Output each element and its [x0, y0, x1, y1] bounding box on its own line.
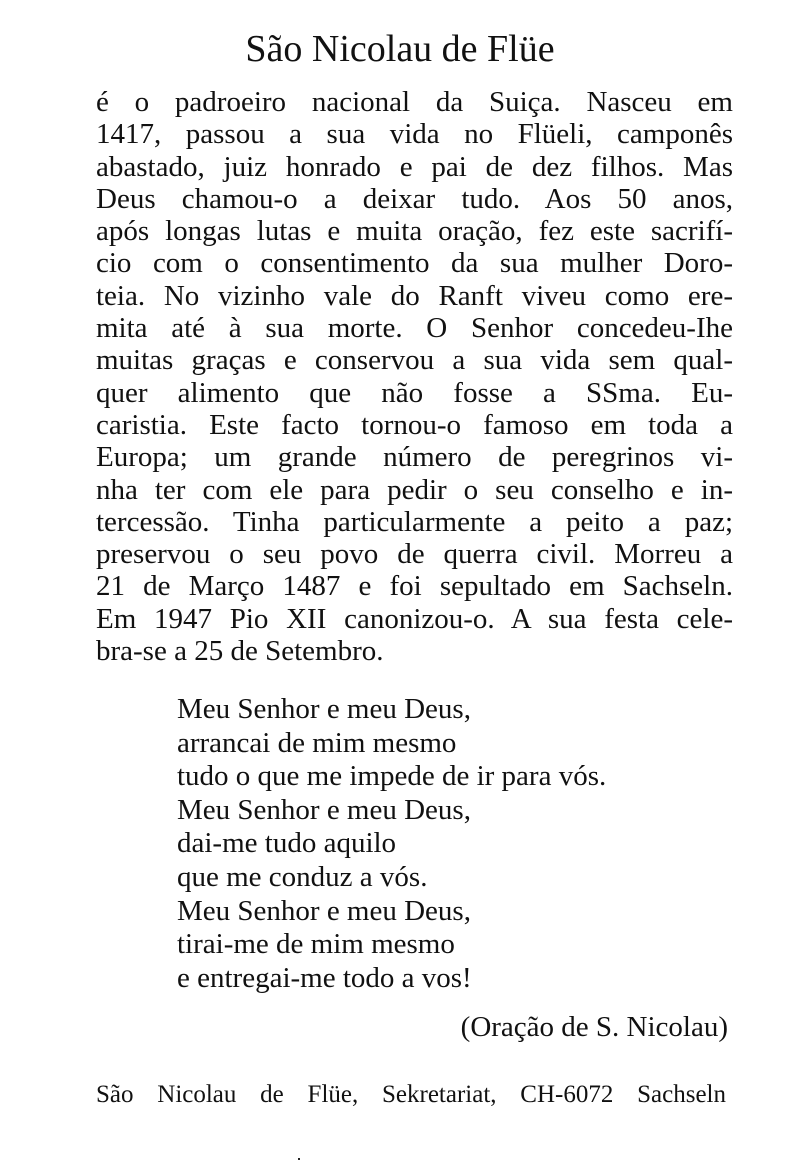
biography-line: bra-se a 25 de Setembro.: [96, 635, 384, 668]
biography-line: muitas graças e conservou a sua vida sem qual-: [96, 344, 733, 377]
prayer-line: tudo o que me impede de ir para vós.: [177, 760, 607, 793]
biography-line: tercessão. Tinha particularmente a peito a paz;: [96, 505, 733, 538]
biography-line: mita até à sua morte. O Senhor concedeu-Ihe: [96, 312, 733, 345]
prayer-line: tirai-me de mim mesmo: [177, 928, 455, 961]
prayer-line: e entregai-me todo a vos!: [177, 961, 472, 994]
biography-line: preservou o seu povo de querra civil. Morreu a: [96, 538, 733, 571]
biography-line: 1417, passou a sua vida no Flüeli, camponês: [96, 118, 733, 151]
page-title: São Nicolau de Flüe: [245, 28, 555, 70]
prayer-line: Meu Senhor e meu Deus,: [177, 693, 471, 725]
prayer-line: dai-me tudo aquilo: [177, 827, 397, 860]
prayer-text: [177, 693, 606, 995]
biography-line: cio com o consentimento da sua mulher Doro-: [96, 247, 733, 280]
biography-line: é o padroeiro nacional da Suiça. Nasceu em: [96, 86, 733, 118]
prayer-line: Meu Senhor e meu Deus,: [177, 894, 471, 927]
biography-line: teia. No vizinho vale do Ranft viveu como ere-: [96, 279, 733, 312]
biography-line: abastado, juiz honrado e pai de dez filhos. Mas: [96, 150, 733, 183]
biography-line: nha ter com ele para pedir o seu conselho e in-: [96, 473, 733, 506]
biography-line: Em 1947 Pio XII canonizou-o. A sua festa cele-: [96, 602, 733, 635]
biography-line: 21 de Março 1487 e foi sepultado em Sachseln.: [96, 570, 733, 603]
prayer-line: Meu Senhor e meu Deus,: [177, 793, 471, 826]
biography-line: caristia. Este facto tornou-o famoso em toda a: [96, 408, 733, 441]
biography-text: [96, 86, 733, 667]
biography-line: Europa; um grande número de peregrinos vi-: [96, 441, 733, 474]
prayer-attribution: (Oração de S. Nicolau): [460, 1011, 728, 1043]
prayer-line: que me conduz a vós.: [177, 860, 428, 893]
footer-address: São Nicolau de Flüe, Sekretariat, CH-6072 Sachseln: [96, 1081, 726, 1108]
biography-line: quer alimento que não fosse a SSma. Eu-: [96, 376, 733, 409]
biography-line: após longas lutas e muita oração, fez este sacrifí-: [96, 215, 733, 248]
prayer-line: arrancai de mim mesmo: [177, 726, 457, 759]
print-speck: [298, 1158, 300, 1160]
biography-line: Deus chamou-o a deixar tudo. Aos 50 anos,: [96, 182, 733, 215]
